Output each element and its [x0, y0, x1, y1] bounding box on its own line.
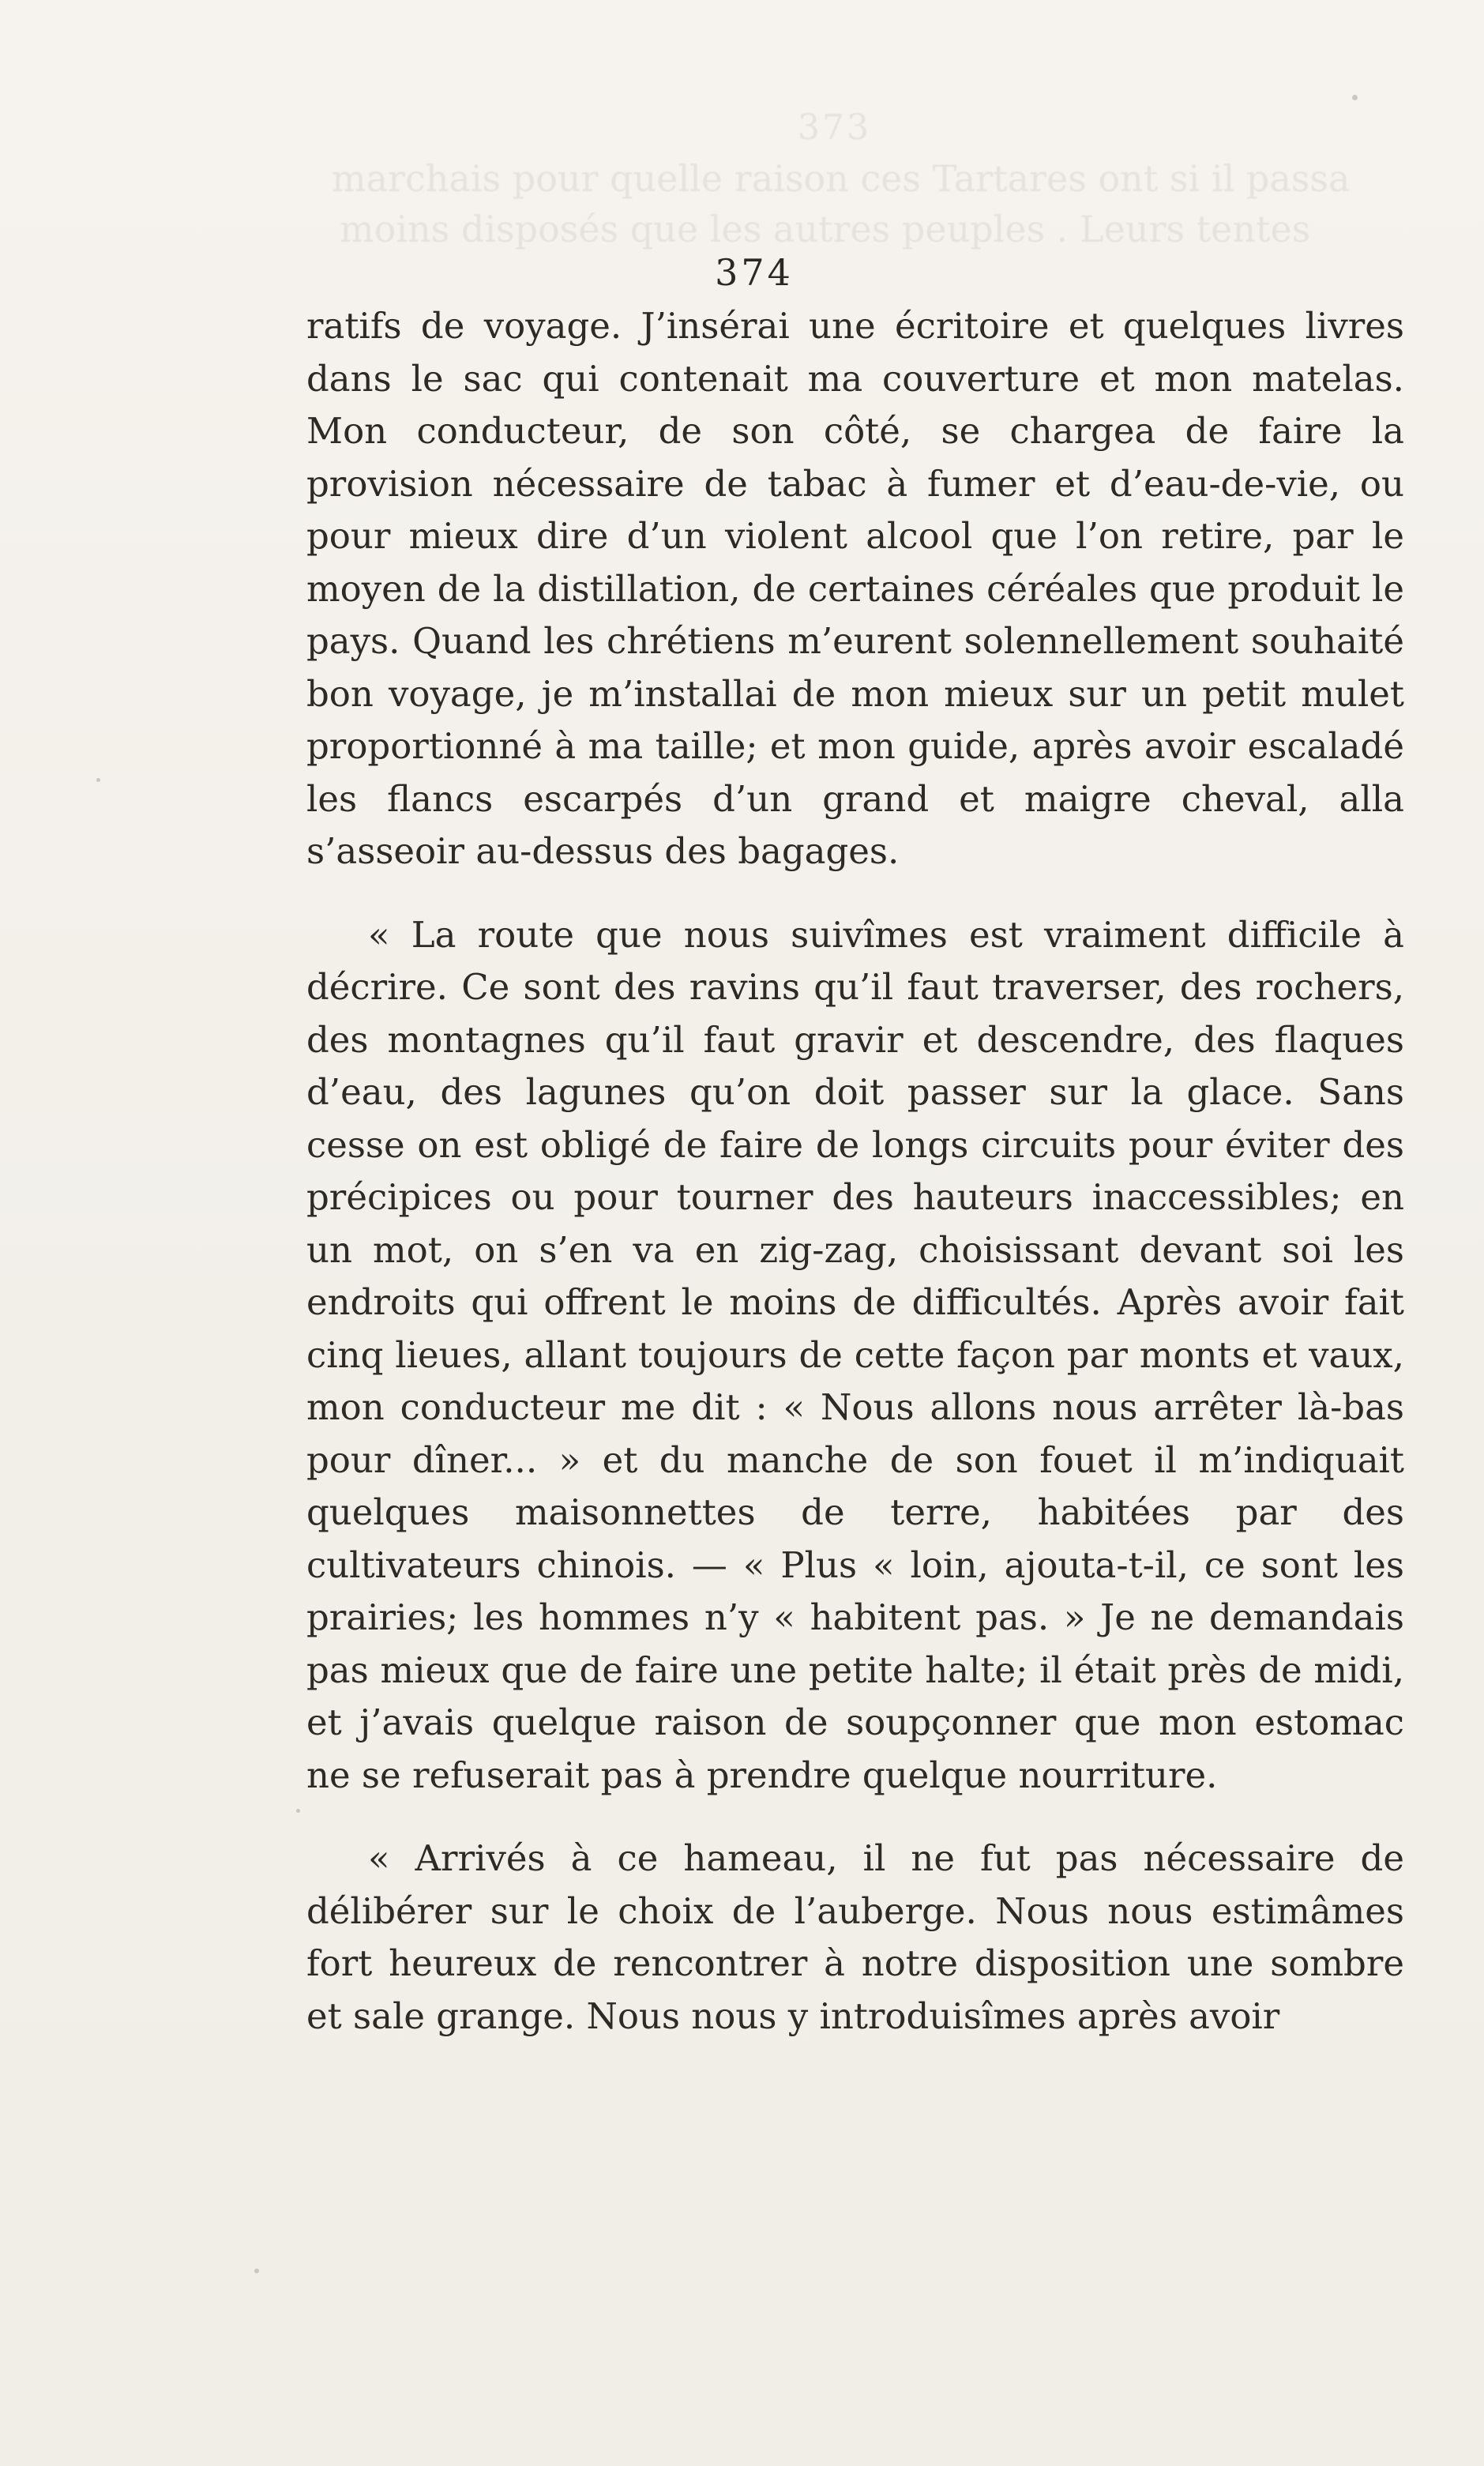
paper-speck	[296, 1809, 300, 1813]
bleed-through-line: moins disposés que les autres peuples . Leurs tentes	[340, 208, 1311, 250]
bleed-through-page-number: 373	[798, 107, 871, 148]
bleed-through-line: marchais pour quelle raison ces Tartares ont si il passa	[332, 157, 1351, 200]
paper-speck	[1352, 95, 1358, 100]
body-text	[306, 300, 1404, 2043]
bleed-through-text	[276, 103, 1351, 253]
paragraph-3: « Arrivés à ce hameau, il ne fut pas nécessaire de délibérer sur le choix de l’auberge. Nous nous estimâmes fort heureux de rencontrer à notre disposition une sombre et sale grange. Nous nous y introduisîmes après avoir	[306, 1837, 1404, 2037]
paragraph-1: ratifs de voyage. J’insérai une écritoire et quelques livres dans le sac qui contenait ma couverture et mon matelas. Mon conducteur, de son côté, se chargea de faire la provision nécessaire de tabac à fumer et d’eau-de-vie, ou pour mieux dire d’un violent alcool que l’on retire, par le moyen de la distillation, de certaines céréales que produit le pays. Quand les chrétiens m’eurent solennellement souhaité bon voyage, je m’installai de mon mieux sur un petit mulet proportionné à ma taille; et mon guide, après avoir escaladé les flancs escarpés d’un grand et maigre cheval, alla s’asseoir au-dessus des bagages.	[306, 305, 1404, 872]
paragraph-2: « La route que nous suivîmes est vraiment difficile à décrire. Ce sont des ravins qu’il faut traverser, des rochers, des montagnes qu’il faut gravir et descendre, des flaques d’eau, des lagunes qu’on doit passer sur la glace. Sans cesse on est obligé de faire de longs circuits pour éviter des précipices ou pour tourner des hauteurs inaccessibles; en un mot, on s’en va en zig-zag, choisissant devant soi les endroits qui offrent le moins de difficultés. Après avoir fait cinq lieues, allant toujours de cette façon par monts et vaux, mon conducteur me dit : « Nous allons nous arrêter là-bas pour dîner... » et du manche de son fouet il m’indiquait quelques maisonnettes de terre, habitées par des cultivateurs chinois. — « Plus « loin, ajouta-t-il, ce sont les prairies; les hommes n’y « habitent pas. » Je ne demandais pas mieux que de faire une petite halte; il était près de midi, et j’avais quelque raison de soupçonner que mon estomac ne se refuserait pas à prendre quelque nourriture.	[306, 913, 1404, 1796]
paper-speck	[96, 778, 100, 782]
paper-speck	[254, 2269, 259, 2273]
page-number: 374	[715, 251, 794, 294]
